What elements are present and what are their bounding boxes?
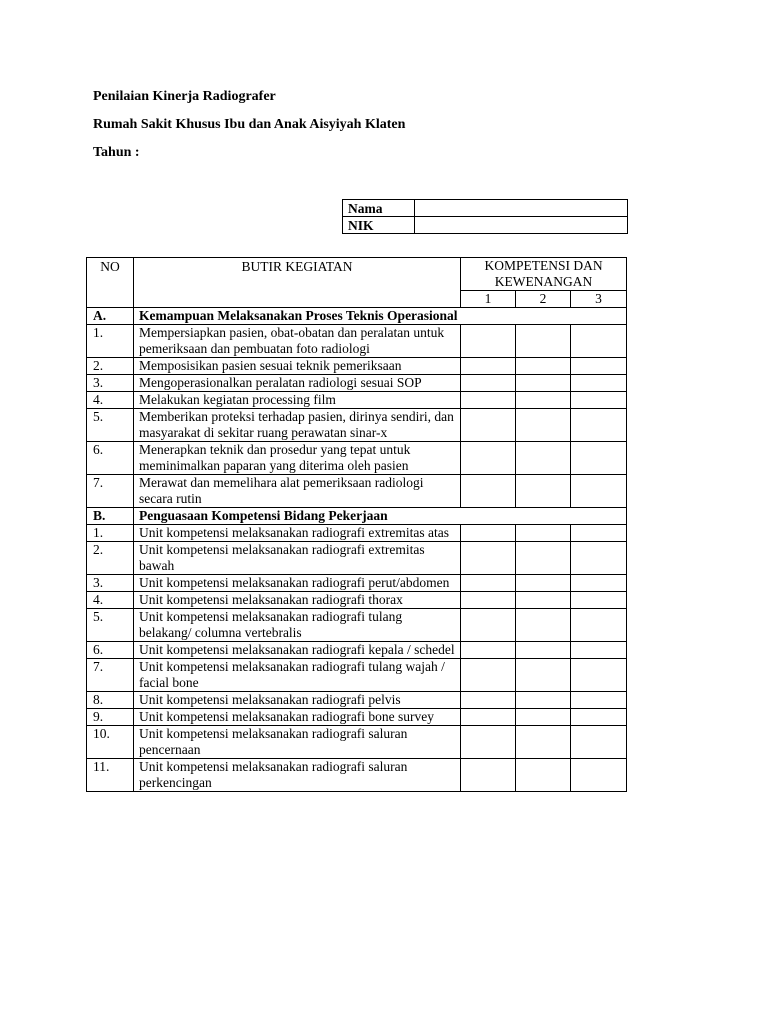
score-cell-2[interactable]: [516, 375, 571, 392]
score-cell-1[interactable]: [461, 659, 516, 692]
table-header-row: [87, 258, 627, 291]
item-number: 8.: [87, 692, 134, 709]
level-2-header: 2: [516, 291, 571, 308]
score-cell-3[interactable]: [571, 358, 627, 375]
name-row: [343, 200, 628, 217]
item-number: 7.: [87, 475, 134, 508]
score-cell-2[interactable]: [516, 442, 571, 475]
item-number: 2.: [87, 542, 134, 575]
score-cell-1[interactable]: [461, 542, 516, 575]
score-cell-2[interactable]: [516, 542, 571, 575]
item-number: 1.: [87, 525, 134, 542]
score-cell-3[interactable]: [571, 525, 627, 542]
item-description: Memposisikan pasien sesuai teknik pemeriksaan: [134, 358, 461, 375]
nik-label: NIK: [343, 217, 415, 234]
item-description: Unit kompetensi melaksanakan radiografi extremitas atas: [134, 525, 461, 542]
score-cell-3[interactable]: [571, 409, 627, 442]
section-title: Penguasaan Kompetensi Bidang Pekerjaan: [134, 508, 627, 525]
table-row: [87, 392, 627, 409]
item-description: Unit kompetensi melaksanakan radiografi tulang belakang/ columna vertebralis: [134, 609, 461, 642]
score-cell-3[interactable]: [571, 442, 627, 475]
table-row: [87, 442, 627, 475]
item-description: Unit kompetensi melaksanakan radiografi perut/abdomen: [134, 575, 461, 592]
item-description: Unit kompetensi melaksanakan radiografi tulang wajah / facial bone: [134, 659, 461, 692]
item-number: 7.: [87, 659, 134, 692]
score-cell-2[interactable]: [516, 358, 571, 375]
score-cell-1[interactable]: [461, 409, 516, 442]
table-row: [87, 325, 627, 358]
score-cell-3[interactable]: [571, 542, 627, 575]
item-number: 5.: [87, 409, 134, 442]
level-1-header: 1: [461, 291, 516, 308]
score-cell-1[interactable]: [461, 358, 516, 375]
item-number: 6.: [87, 442, 134, 475]
item-description: Menerapkan teknik dan prosedur yang tepat untuk meminimalkan paparan yang diterima oleh pasien: [134, 442, 461, 475]
item-number: 1.: [87, 325, 134, 358]
level-3-header: 3: [571, 291, 627, 308]
nik-row: [343, 217, 628, 234]
table-row: [87, 759, 627, 792]
score-cell-1[interactable]: [461, 642, 516, 659]
score-cell-2[interactable]: [516, 692, 571, 709]
item-number: 3.: [87, 575, 134, 592]
document-title: Penilaian Kinerja Radiografer: [93, 89, 276, 104]
score-cell-2[interactable]: [516, 392, 571, 409]
nik-value-cell[interactable]: [415, 217, 628, 234]
table-row: [87, 409, 627, 442]
item-description: Unit kompetensi melaksanakan radiografi saluran pencernaan: [134, 726, 461, 759]
table-row: [87, 592, 627, 609]
score-cell-1[interactable]: [461, 759, 516, 792]
item-number: 6.: [87, 642, 134, 659]
score-cell-3[interactable]: [571, 759, 627, 792]
score-cell-3[interactable]: [571, 642, 627, 659]
section-row: [87, 508, 627, 525]
score-cell-2[interactable]: [516, 609, 571, 642]
item-number: 2.: [87, 358, 134, 375]
item-description: Melakukan kegiatan processing film: [134, 392, 461, 409]
table-row: [87, 726, 627, 759]
section-title: Kemampuan Melaksanakan Proses Teknis Operasional: [134, 308, 627, 325]
table-row: [87, 542, 627, 575]
table-row: [87, 692, 627, 709]
score-cell-2[interactable]: [516, 475, 571, 508]
score-cell-2[interactable]: [516, 575, 571, 592]
item-description: Unit kompetensi melaksanakan radiografi thorax: [134, 592, 461, 609]
score-cell-1[interactable]: [461, 726, 516, 759]
assessment-table: [86, 257, 627, 792]
score-cell-3[interactable]: [571, 726, 627, 759]
col-header-kompetensi: KOMPETENSI DAN KEWENANGAN: [461, 258, 627, 291]
score-cell-2[interactable]: [516, 409, 571, 442]
score-cell-1[interactable]: [461, 442, 516, 475]
score-cell-2[interactable]: [516, 642, 571, 659]
item-description: Unit kompetensi melaksanakan radiografi pelvis: [134, 692, 461, 709]
score-cell-2[interactable]: [516, 659, 571, 692]
identity-table: [342, 199, 628, 234]
item-description: Memberikan proteksi terhadap pasien, dirinya sendiri, dan masyarakat di sekitar ruang perawatan sinar-x: [134, 409, 461, 442]
score-cell-3[interactable]: [571, 659, 627, 692]
table-row: [87, 609, 627, 642]
table-row: [87, 642, 627, 659]
score-cell-2[interactable]: [516, 709, 571, 726]
item-description: Merawat dan memelihara alat pemeriksaan radiologi secara rutin: [134, 475, 461, 508]
table-row: [87, 659, 627, 692]
score-cell-3[interactable]: [571, 692, 627, 709]
section-code: B.: [87, 508, 134, 525]
item-number: 5.: [87, 609, 134, 642]
score-cell-1[interactable]: [461, 709, 516, 726]
item-number: 3.: [87, 375, 134, 392]
score-cell-1[interactable]: [461, 592, 516, 609]
item-description: Unit kompetensi melaksanakan radiografi kepala / schedel: [134, 642, 461, 659]
score-cell-1[interactable]: [461, 325, 516, 358]
table-row: [87, 375, 627, 392]
score-cell-2[interactable]: [516, 726, 571, 759]
col-header-butir: BUTIR KEGIATAN: [134, 258, 461, 308]
score-cell-1[interactable]: [461, 392, 516, 409]
score-cell-3[interactable]: [571, 575, 627, 592]
name-label: Nama: [343, 200, 415, 217]
score-cell-3[interactable]: [571, 325, 627, 358]
item-number: 4.: [87, 592, 134, 609]
score-cell-2[interactable]: [516, 759, 571, 792]
score-cell-2[interactable]: [516, 592, 571, 609]
score-cell-3[interactable]: [571, 609, 627, 642]
item-number: 10.: [87, 726, 134, 759]
score-cell-1[interactable]: [461, 475, 516, 508]
score-cell-1[interactable]: [461, 609, 516, 642]
table-row: [87, 525, 627, 542]
item-description: Unit kompetensi melaksanakan radiografi extremitas bawah: [134, 542, 461, 575]
score-cell-3[interactable]: [571, 475, 627, 508]
section-code: A.: [87, 308, 134, 325]
item-description: Unit kompetensi melaksanakan radiografi saluran perkencingan: [134, 759, 461, 792]
name-value-cell[interactable]: [415, 200, 628, 217]
item-number: 4.: [87, 392, 134, 409]
score-cell-1[interactable]: [461, 692, 516, 709]
score-cell-1[interactable]: [461, 575, 516, 592]
score-cell-1[interactable]: [461, 375, 516, 392]
score-cell-2[interactable]: [516, 325, 571, 358]
hospital-name: Rumah Sakit Khusus Ibu dan Anak Aisyiyah Klaten: [93, 117, 406, 132]
section-row: [87, 308, 627, 325]
score-cell-3[interactable]: [571, 392, 627, 409]
score-cell-3[interactable]: [571, 375, 627, 392]
year-label: Tahun :: [93, 145, 140, 160]
table-row: [87, 575, 627, 592]
item-description: Mempersiapkan pasien, obat-obatan dan peralatan untuk pemeriksaan dan pembuatan foto radiologi: [134, 325, 461, 358]
score-cell-3[interactable]: [571, 592, 627, 609]
score-cell-1[interactable]: [461, 525, 516, 542]
item-number: 9.: [87, 709, 134, 726]
score-cell-2[interactable]: [516, 525, 571, 542]
table-row: [87, 475, 627, 508]
item-description: Unit kompetensi melaksanakan radiografi bone survey: [134, 709, 461, 726]
item-description: Mengoperasionalkan peralatan radiologi sesuai SOP: [134, 375, 461, 392]
table-row: [87, 358, 627, 375]
table-row: [87, 709, 627, 726]
item-number: 11.: [87, 759, 134, 792]
score-cell-3[interactable]: [571, 709, 627, 726]
col-header-no: NO: [87, 258, 134, 308]
